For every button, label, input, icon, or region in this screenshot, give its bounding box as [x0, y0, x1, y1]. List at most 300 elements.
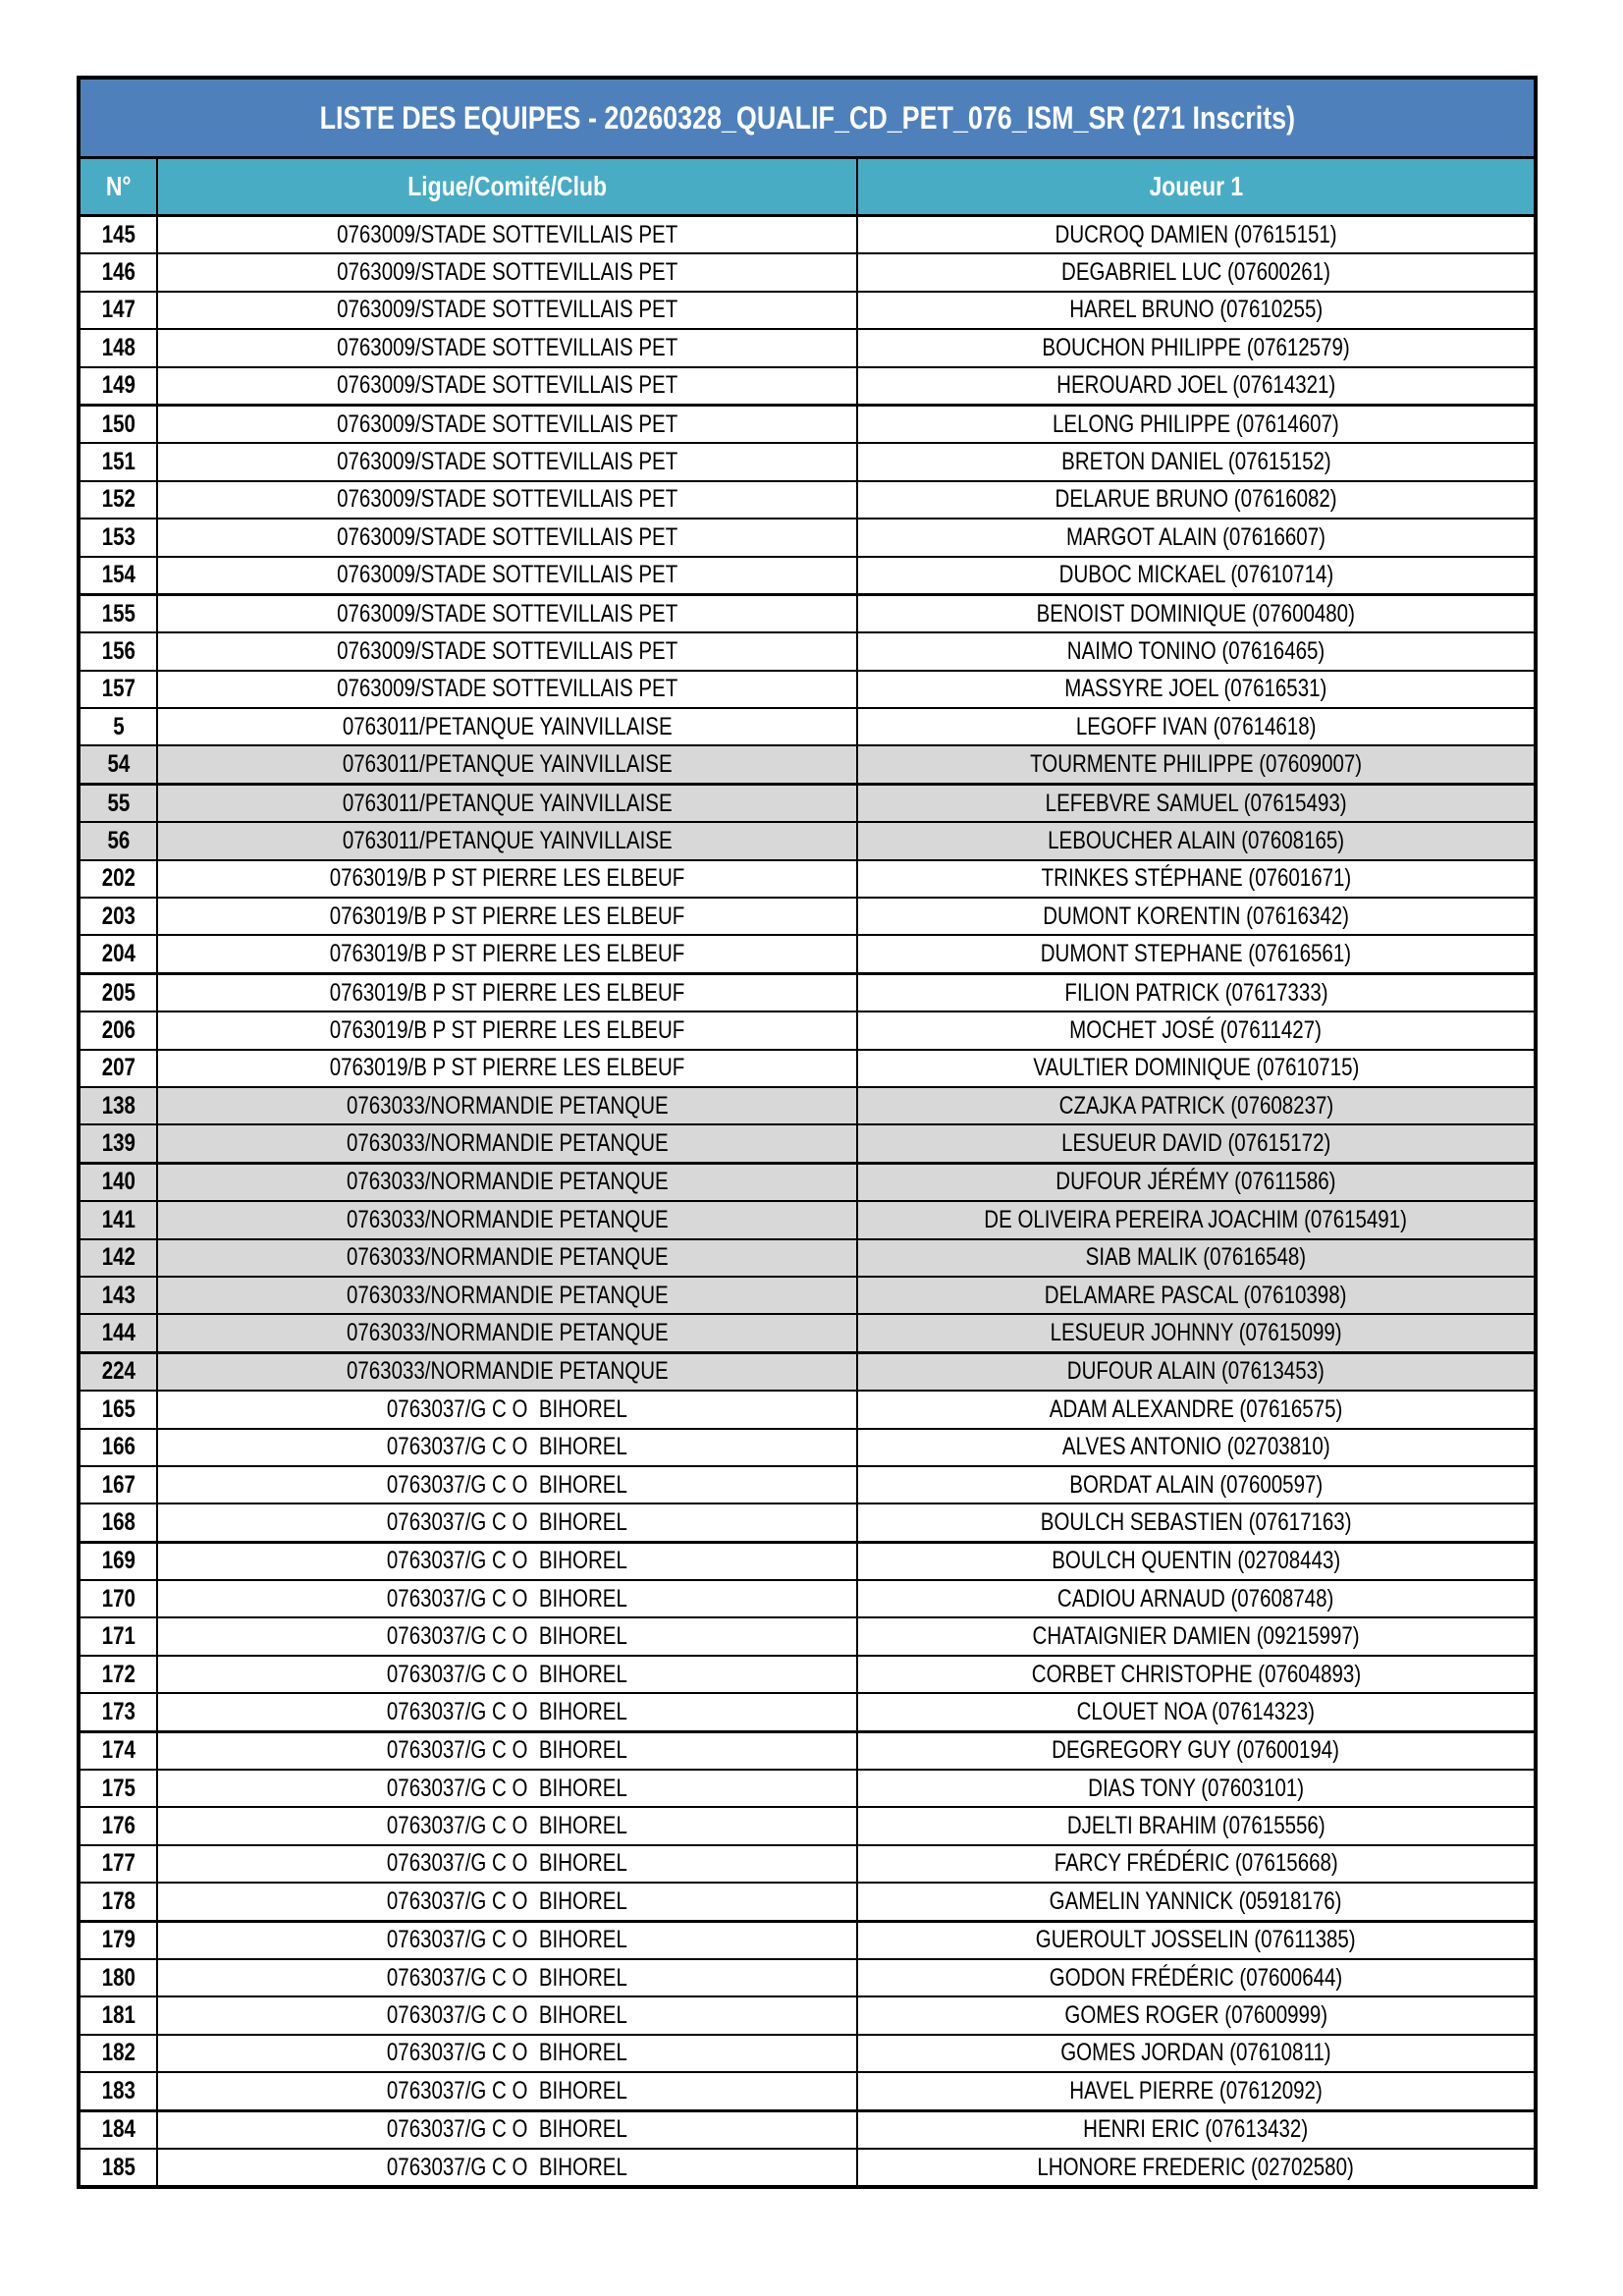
cell-num-text: 154 [101, 561, 135, 589]
cell-player-text: DUFOUR JÉRÉMY (07611586) [1055, 1168, 1336, 1196]
cell-club-text: 0763009/STADE SOTTEVILLAIS PET [336, 522, 678, 551]
cell-player-text: LEGOFF IVAN (07614618) [1075, 712, 1317, 740]
cell-num-text: 157 [101, 675, 135, 703]
cell-num-text: 224 [101, 1357, 135, 1386]
cell-num [79, 935, 157, 973]
cell-player [857, 1314, 1536, 1352]
table-row [79, 594, 1536, 632]
cell-num-text: 5 [112, 712, 125, 740]
cell-player-text: SIAB MALIK (07616548) [1085, 1243, 1307, 1272]
cell-club-text: 0763033/NORMANDIE PETANQUE [346, 1129, 669, 1158]
table-row [79, 860, 1536, 898]
table-row [79, 671, 1536, 708]
cell-player-text: HEROUARD JOEL (07614321) [1055, 371, 1336, 400]
cell-club [157, 1996, 857, 2034]
cell-club-text: 0763009/STADE SOTTEVILLAIS PET [336, 448, 678, 476]
cell-player-text: BOUCHON PHILIPPE (07612579) [1042, 333, 1350, 361]
table-row [79, 481, 1536, 519]
cell-club [157, 405, 857, 443]
cell-club [157, 1011, 857, 1049]
cell-player [857, 1277, 1536, 1314]
cell-club [157, 1239, 857, 1277]
table-row [79, 2035, 1536, 2072]
cell-num-text: 148 [101, 333, 135, 361]
cell-player [857, 1693, 1536, 1731]
cell-player-text: MASSYRE JOEL (07616531) [1064, 675, 1327, 703]
cell-num-text: 140 [101, 1168, 135, 1196]
table-row [79, 935, 1536, 973]
cell-player [857, 1087, 1536, 1124]
column-header-club [157, 158, 857, 216]
cell-num [79, 1580, 157, 1617]
cell-num [79, 1731, 157, 1770]
cell-club-text: 0763037/G C O BIHOREL [386, 1886, 627, 1915]
cell-club-text: 0763037/G C O BIHOREL [386, 1433, 627, 1461]
cell-club-text: 0763037/G C O BIHOREL [386, 1963, 627, 1992]
cell-player [857, 1959, 1536, 1996]
table-row [79, 1656, 1536, 1693]
table-row [79, 1845, 1536, 1883]
table-row [79, 443, 1536, 480]
cell-player-text: DE OLIVEIRA PEREIRA JOACHIM (07615491) [984, 1205, 1408, 1233]
cell-num [79, 745, 157, 784]
cell-club [157, 935, 857, 973]
page-title: LISTE DES EQUIPES - 20260328_QUALIF_CD_PET_076_ISM_SR (271 Inscrits) [319, 99, 1295, 136]
cell-club [157, 1770, 857, 1807]
cell-club-text: 0763019/B P ST PIERRE LES ELBEUF [329, 864, 685, 893]
cell-player [857, 443, 1536, 480]
cell-num [79, 1124, 157, 1163]
cell-club [157, 1921, 857, 1959]
cell-player [857, 2035, 1536, 2072]
cell-club-text: 0763033/NORMANDIE PETANQUE [346, 1243, 669, 1272]
cell-num [79, 1429, 157, 1466]
cell-club-text: 0763019/B P ST PIERRE LES ELBEUF [329, 940, 685, 968]
table-row [79, 1124, 1536, 1163]
cell-player-text: HAVEL PIERRE (07612092) [1069, 2076, 1323, 2105]
cell-club-text: 0763019/B P ST PIERRE LES ELBEUF [329, 902, 685, 930]
cell-club-text: 0763037/G C O BIHOREL [386, 1736, 627, 1765]
cell-num-text: 167 [101, 1470, 135, 1499]
cell-player-text: DUFOUR ALAIN (07613453) [1066, 1357, 1325, 1386]
table-row [79, 2110, 1536, 2149]
table-row [79, 253, 1536, 291]
cell-player-text: DUMONT KORENTIN (07616342) [1043, 902, 1349, 930]
cell-club-text: 0763037/G C O BIHOREL [386, 2001, 627, 2030]
cell-club [157, 1391, 857, 1428]
table-row [79, 898, 1536, 935]
cell-club [157, 1845, 857, 1883]
cell-player [857, 1163, 1536, 1201]
cell-num-text: 181 [101, 2001, 135, 2030]
cell-num-text: 184 [101, 2115, 135, 2144]
cell-num [79, 784, 157, 822]
table-row [79, 1011, 1536, 1049]
cell-club-text: 0763037/G C O BIHOREL [386, 2039, 627, 2067]
cell-num-text: 143 [101, 1281, 135, 1309]
cell-player [857, 2110, 1536, 2149]
table-row [79, 1921, 1536, 1959]
table-row [79, 1542, 1536, 1580]
cell-club [157, 1542, 857, 1580]
table-row [79, 1087, 1536, 1124]
column-header-player [857, 158, 1536, 216]
cell-num [79, 1996, 157, 2034]
cell-player-text: MARGOT ALAIN (07616607) [1066, 522, 1325, 551]
cell-num-text: 168 [101, 1507, 135, 1536]
cell-club-text: 0763037/G C O BIHOREL [386, 1547, 627, 1575]
cell-player-text: DJELTI BRAHIM (07615556) [1066, 1812, 1325, 1840]
cell-player-text: LEFEBVRE SAMUEL (07615493) [1045, 789, 1347, 817]
cell-num [79, 1239, 157, 1277]
cell-club [157, 1731, 857, 1770]
cell-player [857, 329, 1536, 366]
cell-num-text: 185 [101, 2153, 135, 2181]
cell-num [79, 1314, 157, 1352]
cell-num [79, 671, 157, 708]
cell-club [157, 1124, 857, 1163]
cell-player [857, 1580, 1536, 1617]
cell-player [857, 1807, 1536, 1844]
cell-player [857, 519, 1536, 556]
table-row [79, 329, 1536, 366]
cell-player [857, 1466, 1536, 1503]
cell-player [857, 1921, 1536, 1959]
cell-player-text: BENOIST DOMINIQUE (07600480) [1036, 599, 1356, 628]
table-row [79, 1277, 1536, 1314]
cell-num-text: 138 [101, 1091, 135, 1120]
cell-player-text: VAULTIER DOMINIQUE (07610715) [1033, 1054, 1359, 1082]
cell-num [79, 216, 157, 254]
cell-num [79, 557, 157, 595]
cell-club [157, 1883, 857, 1921]
cell-num [79, 443, 157, 480]
table-row [79, 1503, 1536, 1542]
cell-player-text: DUMONT STEPHANE (07616561) [1040, 940, 1352, 968]
cell-player [857, 1011, 1536, 1049]
cell-num-text: 204 [101, 940, 135, 968]
cell-player-text: GODON FRÉDÉRIC (07600644) [1049, 1963, 1343, 1992]
cell-club [157, 216, 857, 254]
cell-player-text: FILION PATRICK (07617333) [1063, 978, 1328, 1007]
cell-player-text: DUCROQ DAMIEN (07615151) [1055, 220, 1337, 248]
table-row [79, 1959, 1536, 1996]
cell-num [79, 405, 157, 443]
cell-player [857, 1617, 1536, 1655]
cell-player-text: HENRI ERIC (07613432) [1083, 2115, 1309, 2144]
cell-player-text: CORBET CHRISTOPHE (07604893) [1031, 1660, 1361, 1688]
cell-player [857, 1050, 1536, 1087]
table-row [79, 784, 1536, 822]
cell-player [857, 594, 1536, 632]
cell-club-text: 0763009/STADE SOTTEVILLAIS PET [336, 675, 678, 703]
cell-num-text: 180 [101, 1963, 135, 1992]
cell-player [857, 822, 1536, 859]
cell-num [79, 1807, 157, 1844]
cell-num [79, 1845, 157, 1883]
cell-club-text: 0763033/NORMANDIE PETANQUE [346, 1091, 669, 1120]
table-row [79, 1239, 1536, 1277]
cell-num-text: 147 [101, 296, 135, 324]
cell-num-text: 176 [101, 1812, 135, 1840]
cell-club [157, 1050, 857, 1087]
cell-club [157, 253, 857, 291]
cell-club [157, 2110, 857, 2149]
cell-club-text: 0763037/G C O BIHOREL [386, 1584, 627, 1613]
cell-num-text: 202 [101, 864, 135, 893]
cell-club [157, 1314, 857, 1352]
cell-num-text: 150 [101, 410, 135, 438]
teams-table [77, 76, 1538, 2189]
cell-club-text: 0763011/PETANQUE YAINVILLAISE [342, 750, 673, 779]
cell-club [157, 1959, 857, 1996]
cell-num-text: 144 [101, 1319, 135, 1347]
table-row [79, 1391, 1536, 1428]
cell-num-text: 139 [101, 1129, 135, 1158]
cell-player [857, 1124, 1536, 1163]
cell-player-text: TOURMENTE PHILIPPE (07609007) [1030, 750, 1363, 779]
cell-club [157, 671, 857, 708]
cell-club [157, 292, 857, 329]
cell-player-text: FARCY FRÉDÉRIC (07615668) [1054, 1849, 1338, 1878]
cell-num [79, 1921, 157, 1959]
table-row [79, 1429, 1536, 1466]
cell-club [157, 784, 857, 822]
cell-num-text: 178 [101, 1886, 135, 1915]
cell-num [79, 860, 157, 898]
cell-player [857, 784, 1536, 822]
cell-club [157, 329, 857, 366]
cell-player [857, 1731, 1536, 1770]
cell-num [79, 2035, 157, 2072]
cell-num-text: 179 [101, 1926, 135, 1954]
cell-club-text: 0763019/B P ST PIERRE LES ELBEUF [329, 1015, 685, 1044]
cell-club-text: 0763009/STADE SOTTEVILLAIS PET [336, 561, 678, 589]
cell-club-text: 0763037/G C O BIHOREL [386, 1697, 627, 1725]
cell-num [79, 1693, 157, 1731]
cell-num-text: 141 [101, 1205, 135, 1233]
cell-player [857, 405, 1536, 443]
cell-num-text: 55 [107, 789, 130, 817]
cell-player [857, 935, 1536, 973]
cell-club-text: 0763037/G C O BIHOREL [386, 1774, 627, 1802]
cell-player-text: GOMES JORDAN (07610811) [1060, 2039, 1331, 2067]
cell-num [79, 1391, 157, 1428]
cell-num-text: 155 [101, 599, 135, 628]
cell-club-text: 0763009/STADE SOTTEVILLAIS PET [336, 333, 678, 361]
cell-player-text: LESUEUR DAVID (07615172) [1060, 1129, 1331, 1158]
cell-player-text: BRETON DANIEL (07615152) [1060, 448, 1331, 476]
cell-player-text: GOMES ROGER (07600999) [1064, 2001, 1327, 2030]
cell-club-text: 0763011/PETANQUE YAINVILLAISE [342, 826, 673, 854]
cell-num [79, 1011, 157, 1049]
cell-player [857, 481, 1536, 519]
cell-num-text: 166 [101, 1433, 135, 1461]
table-row [79, 216, 1536, 254]
cell-player [857, 708, 1536, 745]
cell-num-text: 151 [101, 448, 135, 476]
cell-num-text: 142 [101, 1243, 135, 1272]
table-row [79, 1731, 1536, 1770]
table-row [79, 1883, 1536, 1921]
cell-player-text: LHONORE FREDERIC (02702580) [1037, 2153, 1355, 2181]
cell-club-text: 0763037/G C O BIHOREL [386, 2076, 627, 2105]
cell-club-text: 0763019/B P ST PIERRE LES ELBEUF [329, 1054, 685, 1082]
cell-player-text: HAREL BRUNO (07610255) [1069, 296, 1323, 324]
cell-num [79, 1201, 157, 1238]
cell-player [857, 557, 1536, 595]
cell-club-text: 0763009/STADE SOTTEVILLAIS PET [336, 485, 678, 514]
cell-club-text: 0763033/NORMANDIE PETANQUE [346, 1319, 669, 1347]
cell-player-text: CLOUET NOA (07614323) [1076, 1697, 1316, 1725]
cell-player-text: ALVES ANTONIO (02703810) [1061, 1433, 1330, 1461]
cell-club-text: 0763009/STADE SOTTEVILLAIS PET [336, 371, 678, 400]
table-row [79, 1314, 1536, 1352]
cell-club [157, 1163, 857, 1201]
cell-num-text: 183 [101, 2076, 135, 2105]
cell-num-text: 182 [101, 2039, 135, 2067]
cell-club [157, 481, 857, 519]
title-bar [79, 78, 1536, 158]
cell-num-text: 207 [101, 1054, 135, 1082]
cell-player [857, 1656, 1536, 1693]
cell-player-text: BORDAT ALAIN (07600597) [1069, 1470, 1323, 1499]
table-row [79, 1580, 1536, 1617]
cell-player-text: BOULCH SEBASTIEN (07617163) [1040, 1507, 1352, 1536]
cell-club [157, 822, 857, 859]
table-row [79, 367, 1536, 406]
cell-player [857, 1239, 1536, 1277]
cell-player [857, 1996, 1536, 2034]
cell-club-text: 0763033/NORMANDIE PETANQUE [346, 1168, 669, 1196]
cell-club-text: 0763037/G C O BIHOREL [386, 2115, 627, 2144]
cell-num-text: 177 [101, 1849, 135, 1878]
cell-num-text: 146 [101, 258, 135, 287]
cell-club [157, 632, 857, 670]
table-row [79, 1807, 1536, 1844]
cell-club [157, 745, 857, 784]
cell-num-text: 152 [101, 485, 135, 514]
cell-club [157, 2149, 857, 2187]
cell-player-text: DELARUE BRUNO (07616082) [1055, 485, 1337, 514]
title-cell [79, 78, 1536, 158]
table-row [79, 2149, 1536, 2187]
table-row [79, 973, 1536, 1011]
cell-club-text: 0763037/G C O BIHOREL [386, 1470, 627, 1499]
cell-num [79, 1163, 157, 1201]
cell-player-text: BOULCH QUENTIN (02708443) [1052, 1547, 1340, 1575]
table-row [79, 745, 1536, 784]
table-row [79, 1617, 1536, 1655]
cell-num [79, 1959, 157, 1996]
column-header-club-label: Ligue/Comité/Club [407, 171, 607, 201]
cell-player [857, 2149, 1536, 2187]
table-row [79, 1352, 1536, 1391]
cell-player-text: GUEROULT JOSSELIN (07611385) [1036, 1926, 1356, 1954]
cell-num-text: 205 [101, 978, 135, 1007]
cell-club [157, 2035, 857, 2072]
cell-player [857, 898, 1536, 935]
column-header-num-label: N° [105, 171, 132, 201]
cell-player-text: ADAM ALEXANDRE (07616575) [1049, 1394, 1343, 1423]
cell-player [857, 1503, 1536, 1542]
cell-club [157, 1466, 857, 1503]
cell-club-text: 0763009/STADE SOTTEVILLAIS PET [336, 220, 678, 248]
cell-club [157, 860, 857, 898]
cell-num [79, 1277, 157, 1314]
table-row [79, 822, 1536, 859]
cell-num [79, 1466, 157, 1503]
table-row [79, 1201, 1536, 1238]
cell-num [79, 632, 157, 670]
column-header-player-label: Joueur 1 [1149, 171, 1243, 201]
cell-num [79, 1617, 157, 1655]
cell-club-text: 0763037/G C O BIHOREL [386, 1394, 627, 1423]
cell-player-text: CADIOU ARNAUD (07608748) [1057, 1584, 1334, 1613]
cell-player-text: DELAMARE PASCAL (07610398) [1045, 1281, 1347, 1309]
cell-num [79, 1656, 157, 1693]
cell-player-text: LESUEUR JOHNNY (07615099) [1050, 1319, 1342, 1347]
cell-num [79, 2072, 157, 2110]
cell-player-text: LELONG PHILIPPE (07614607) [1053, 410, 1339, 438]
cell-num-text: 173 [101, 1697, 135, 1725]
cell-num-text: 145 [101, 220, 135, 248]
cell-club [157, 1429, 857, 1466]
table-row [79, 1466, 1536, 1503]
table-row [79, 632, 1536, 670]
cell-player [857, 1391, 1536, 1428]
cell-num [79, 1087, 157, 1124]
cell-num [79, 292, 157, 329]
cell-club-text: 0763009/STADE SOTTEVILLAIS PET [336, 410, 678, 438]
cell-club-text: 0763037/G C O BIHOREL [386, 1812, 627, 1840]
table-row [79, 1163, 1536, 1201]
cell-player-text: DEGABRIEL LUC (07600261) [1061, 258, 1330, 287]
cell-club-text: 0763033/NORMANDIE PETANQUE [346, 1281, 669, 1309]
cell-num-text: 206 [101, 1015, 135, 1044]
cell-player-text: DIAS TONY (07603101) [1088, 1774, 1304, 1802]
table-row [79, 2072, 1536, 2110]
cell-num-text: 54 [107, 750, 130, 779]
cell-club [157, 1087, 857, 1124]
cell-club-text: 0763033/NORMANDIE PETANQUE [346, 1357, 669, 1386]
cell-club [157, 1201, 857, 1238]
cell-player [857, 671, 1536, 708]
cell-num [79, 2149, 157, 2187]
cell-club-text: 0763037/G C O BIHOREL [386, 1660, 627, 1688]
table-row [79, 1050, 1536, 1087]
cell-player [857, 1845, 1536, 1883]
cell-player [857, 367, 1536, 406]
cell-player [857, 632, 1536, 670]
cell-num-text: 156 [101, 636, 135, 665]
cell-num [79, 1503, 157, 1542]
cell-club-text: 0763011/PETANQUE YAINVILLAISE [342, 712, 673, 740]
cell-club-text: 0763019/B P ST PIERRE LES ELBEUF [329, 978, 685, 1007]
cell-num [79, 1050, 157, 1087]
cell-club-text: 0763009/STADE SOTTEVILLAIS PET [336, 599, 678, 628]
cell-club [157, 594, 857, 632]
cell-club [157, 2072, 857, 2110]
cell-club-text: 0763037/G C O BIHOREL [386, 1507, 627, 1536]
cell-num-text: 203 [101, 902, 135, 930]
cell-club [157, 443, 857, 480]
cell-club [157, 519, 857, 556]
cell-player-text: CHATAIGNIER DAMIEN (09215997) [1032, 1622, 1360, 1651]
cell-player-text: CZAJKA PATRICK (07608237) [1058, 1091, 1333, 1120]
cell-club [157, 1503, 857, 1542]
cell-num-text: 169 [101, 1547, 135, 1575]
